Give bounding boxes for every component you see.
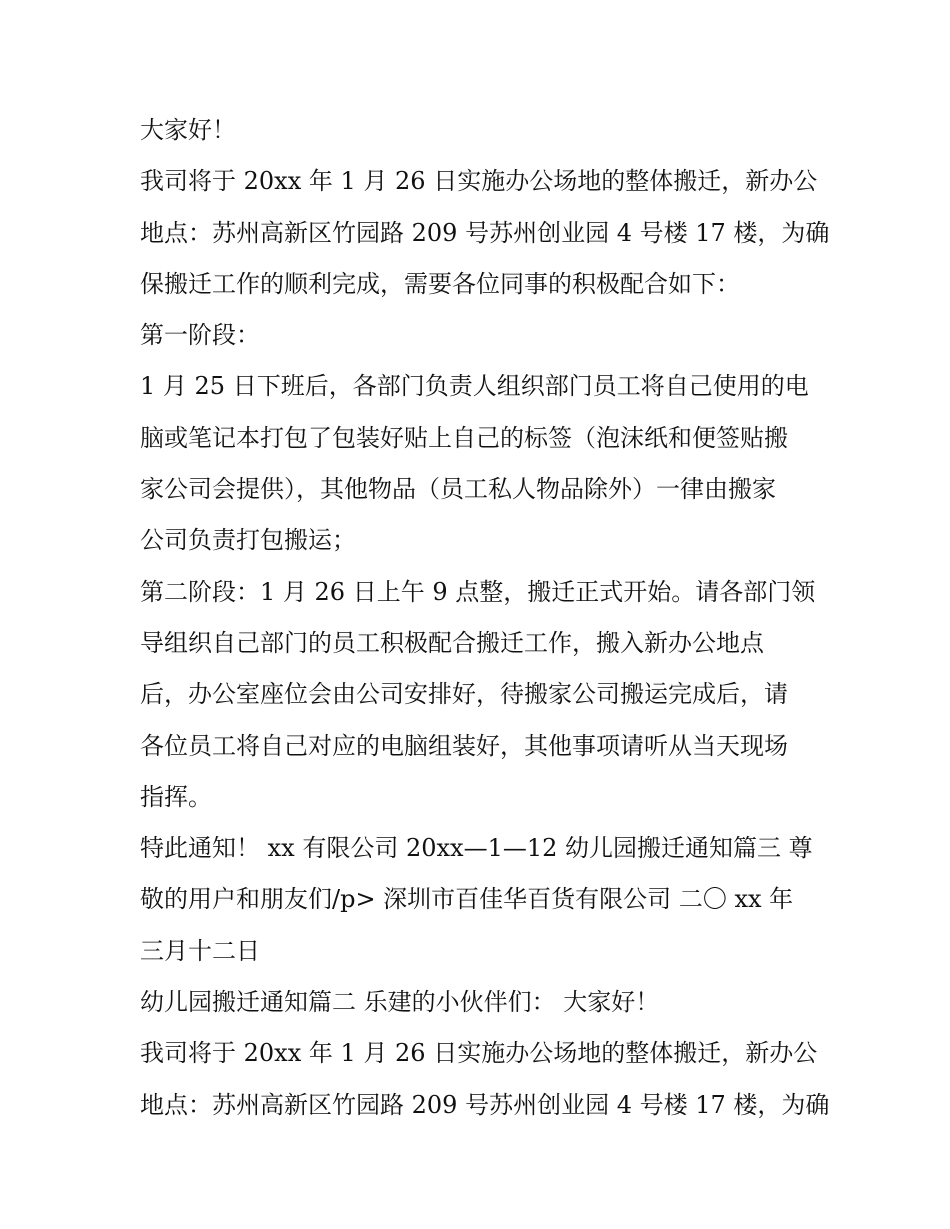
text-line: 后，办公室座位会由公司安排好，待搬家公司搬运完成后，请 xyxy=(140,680,788,709)
text-line: 保搬迁工作的顺利完成，需要各位同事的积极配合如下： xyxy=(140,269,740,298)
text-line: 脑或笔记本打包了包装好贴上自己的标签（泡沫纸和便签贴搬 xyxy=(140,423,788,452)
text-line: 三月十二日 xyxy=(140,936,260,965)
text-line: 指挥。 xyxy=(140,782,212,811)
text-line: 1 月 25 日下班后，各部门负责人组织部门员工将自己使用的电 xyxy=(140,372,809,401)
text-line: 家公司会提供），其他物品（员工私人物品除外）一律由搬家 xyxy=(140,475,776,504)
text-line: 大家好！ xyxy=(140,116,236,144)
text-line: 地点：苏州高新区竹园路 209 号苏州创业园 4 号楼 17 楼，为确 xyxy=(140,218,830,247)
text-line: 地点：苏州高新区竹园路 209 号苏州创业园 4 号楼 17 楼，为确 xyxy=(140,1090,830,1119)
text-line: 第一阶段： xyxy=(140,321,260,350)
text-line: 我司将于 20xx 年 1 月 26 日实施办公场地的整体搬迁，新办公 xyxy=(140,167,818,196)
text-line: 敬的用户和朋友们/p> 深圳市百佳华百货有限公司 二〇 xx 年 xyxy=(140,885,794,914)
text-line: 我司将于 20xx 年 1 月 26 日实施办公场地的整体搬迁，新办公 xyxy=(140,1039,818,1068)
text-line: 公司负责打包搬运； xyxy=(140,526,356,555)
text-line: 第二阶段：1 月 26 日上午 9 点整，搬迁正式开始。请各部门领 xyxy=(140,577,816,606)
text-line: 特此通知！ xx 有限公司 20xx—1—12 幼儿园搬迁通知篇三 尊 xyxy=(140,834,813,863)
text-line: 导组织自己部门的员工积极配合搬迁工作，搬入新办公地点 xyxy=(140,628,764,657)
text-line: 各位员工将自己对应的电脑组装好，其他事项请听从当天现场 xyxy=(140,731,788,760)
text-line: 幼儿园搬迁通知篇二 乐建的小伙伴们： 大家好！ xyxy=(140,988,660,1017)
document-body xyxy=(140,105,830,1131)
